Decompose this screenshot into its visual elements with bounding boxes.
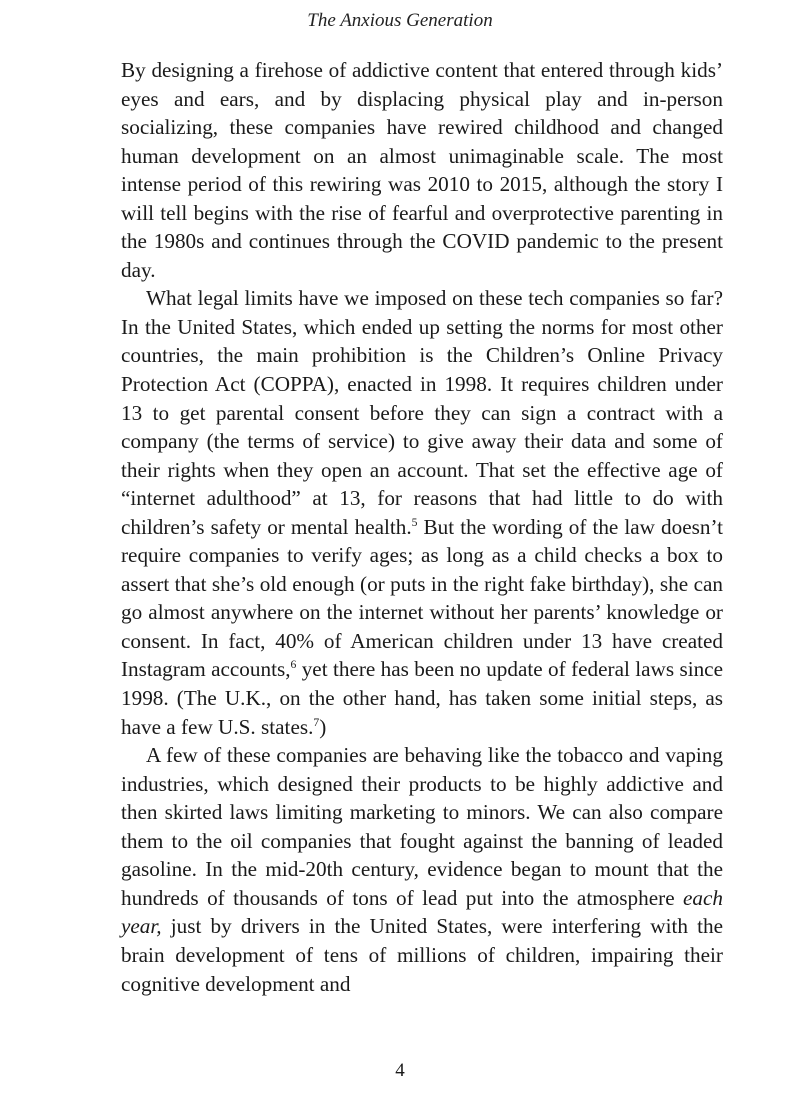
footnote-ref-6[interactable]: 6 bbox=[290, 658, 297, 672]
paragraph-2-text-d: ) bbox=[319, 714, 327, 739]
footnote-ref-7[interactable]: 7 bbox=[313, 715, 320, 729]
paragraph-2-text-c: yet there has been no update of federal laws since 1998. (The U.K., on the other hand, has taken some initial steps, as have a few U.S. states. bbox=[121, 657, 723, 739]
paragraph-3-text-b: just by drivers in the United States, were interfering with the brain development of tens of millions of children, impairing their cognitive development and bbox=[121, 914, 723, 996]
paragraph-2 bbox=[121, 284, 723, 741]
paragraph-2-text-a: What legal limits have we imposed on these tech companies so far? In the United States, which ended up setting the norms for most other countries, the main prohibition is the Children’s Online Privacy Protection Act (COPPA), enacted in 1998. It requires children under 13 to get parental consent before they can sign a contract with a company (the terms of service) to give away their data and some of their rights when they open an account. That set the effective age of “internet adulthood” at 13, for reasons that had little to do with children’s safety or mental health. bbox=[121, 286, 723, 539]
paragraph-2-text-b: But the wording of the law doesn’t require companies to verify ages; as long as a child checks a box to assert that she’s old enough (or puts in the right fake birthday), she can go almost anywhere on the internet without her parents’ knowledge or consent. In fact, 40% of American children under 13 have created Instagram accounts, bbox=[121, 514, 723, 682]
paragraph-3 bbox=[121, 741, 723, 998]
page-number: 4 bbox=[395, 1060, 405, 1081]
paragraph-3-text-a: A few of these companies are behaving like the tobacco and vaping industries, which designed their products to be highly addictive and then skirted laws limiting marketing to minors. We can also compare them to the oil companies that fought against the banning of leaded gasoline. In the mid-20th century, evidence began to mount that the hundreds of thousands of tons of lead put into the atmosphere bbox=[121, 743, 723, 910]
paragraph-1-text: By designing a firehose of addictive content that entered through kids’ eyes and ears, and by displacing physical play and in-person socializing, these companies have rewired childhood and changed human development on an almost unimaginable scale. The most intense period of this rewiring was 2010 to 2015, although the story I will tell begins with the rise of fearful and overprotective parenting in the 1980s and continues through the COVID pandemic to the present day. bbox=[121, 58, 723, 282]
body-text bbox=[121, 56, 723, 998]
running-head: The Anxious Generation bbox=[307, 10, 493, 31]
paragraph-1 bbox=[121, 56, 723, 284]
paragraph-3-emphasis: each year, bbox=[121, 885, 723, 939]
footnote-ref-5[interactable]: 5 bbox=[411, 515, 418, 529]
